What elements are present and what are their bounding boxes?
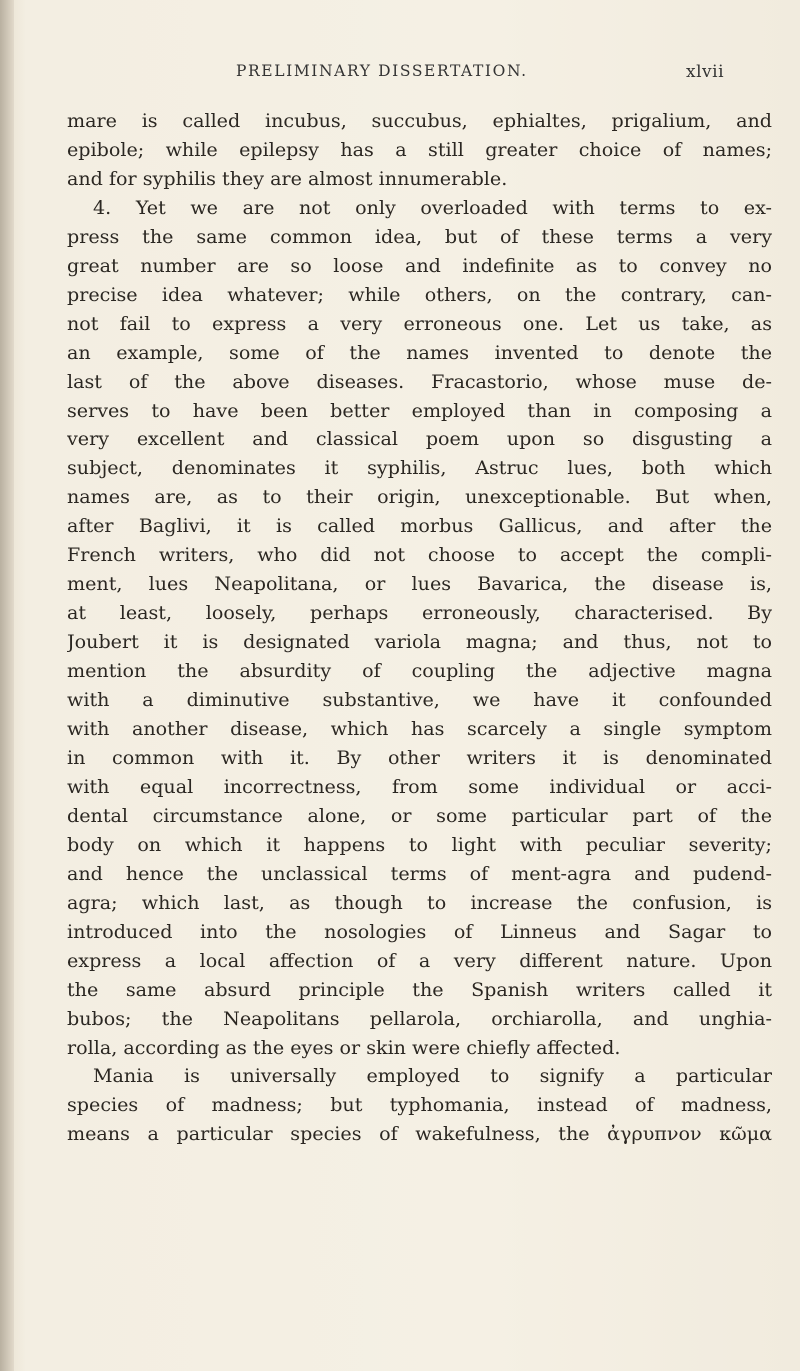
text-line: serves to have been better employed than in composing a <box>67 398 772 422</box>
text-line: an example, some of the names invented to denote the <box>67 340 772 364</box>
text-line: ment, lues Neapolitana, or lues Bavarica, the disease is, <box>67 572 772 596</box>
text-line: in common with it. By other writers it is denominated <box>67 745 772 769</box>
text-line: Joubert it is designated variola magna; and thus, not to <box>67 630 772 654</box>
paragraph-start-line: 4. Yet we are not only overloaded with terms to ex- <box>93 195 772 219</box>
text-line: body on which it happens to light with peculiar severity; <box>67 832 772 856</box>
text-line: at least, loosely, perhaps erroneously, characterised. By <box>67 601 772 625</box>
text-line: after Baglivi, it is called morbus Gallicus, and after the <box>67 514 772 538</box>
text-line: mare is called incubus, succubus, ephialtes, prigalium, and <box>67 109 772 132</box>
text-line: with a diminutive substantive, we have it confounded <box>67 688 772 712</box>
text-line: the same absurd principle the Spanish writers called it <box>67 977 772 1001</box>
body-text <box>67 107 772 1149</box>
text-line: with equal incorrectness, from some individual or acci- <box>67 774 772 798</box>
page-number: xlvii <box>686 62 725 82</box>
text-line: very excellent and classical poem upon so disgusting a <box>67 427 772 451</box>
text-line: epibole; while epilepsy has a still greater choice of names; <box>67 137 772 161</box>
text-line: introduced into the nosologies of Linneus and Sagar to <box>67 919 772 943</box>
text-line: names are, as to their origin, unexceptionable. But when, <box>67 485 772 509</box>
text-line: bubos; the Neapolitans pellarola, orchiarolla, and unghia- <box>67 1006 772 1030</box>
text-line: precise idea whatever; while others, on the contrary, can- <box>67 282 772 306</box>
text-line: subject, denominates it syphilis, Astruc lues, both which <box>67 456 772 480</box>
text-line: dental circumstance alone, or some particular part of the <box>67 803 772 827</box>
running-head <box>0 62 800 92</box>
text-line: French writers, who did not choose to accept the compli- <box>67 543 772 567</box>
text-line: express a local affection of a very different nature. Upon <box>67 948 772 972</box>
text-line: great number are so loose and indefinite as to convey no <box>67 253 772 277</box>
text-line: not fail to express a very erroneous one. Let us take, as <box>67 311 772 335</box>
text-line: last of the above diseases. Fracastorio, whose muse de- <box>67 369 772 393</box>
text-line: rolla, according as the eyes or skin were chiefly affected. <box>67 1035 621 1059</box>
paragraph-start-line: Mania is universally employed to signify a particular <box>93 1064 772 1088</box>
text-line: mention the absurdity of coupling the adjective magna <box>67 659 772 683</box>
text-line: agra; which last, as though to increase the confusion, is <box>67 890 772 914</box>
text-line: and for syphilis they are almost innumerable. <box>67 166 508 190</box>
text-line: press the same common idea, but of these terms a very <box>67 224 772 248</box>
page-gutter <box>0 0 14 1371</box>
text-line: with another disease, which has scarcely a single symptom <box>67 717 772 741</box>
text-line: species of madness; but typhomania, instead of madness, <box>67 1093 772 1117</box>
text-line: means a particular species of wakefulness, the ἀγρυπνον κῶμα <box>67 1122 772 1146</box>
text-line: and hence the unclassical terms of ment-agra and pudend- <box>67 861 772 885</box>
running-title: PRELIMINARY DISSERTATION. <box>236 62 528 80</box>
